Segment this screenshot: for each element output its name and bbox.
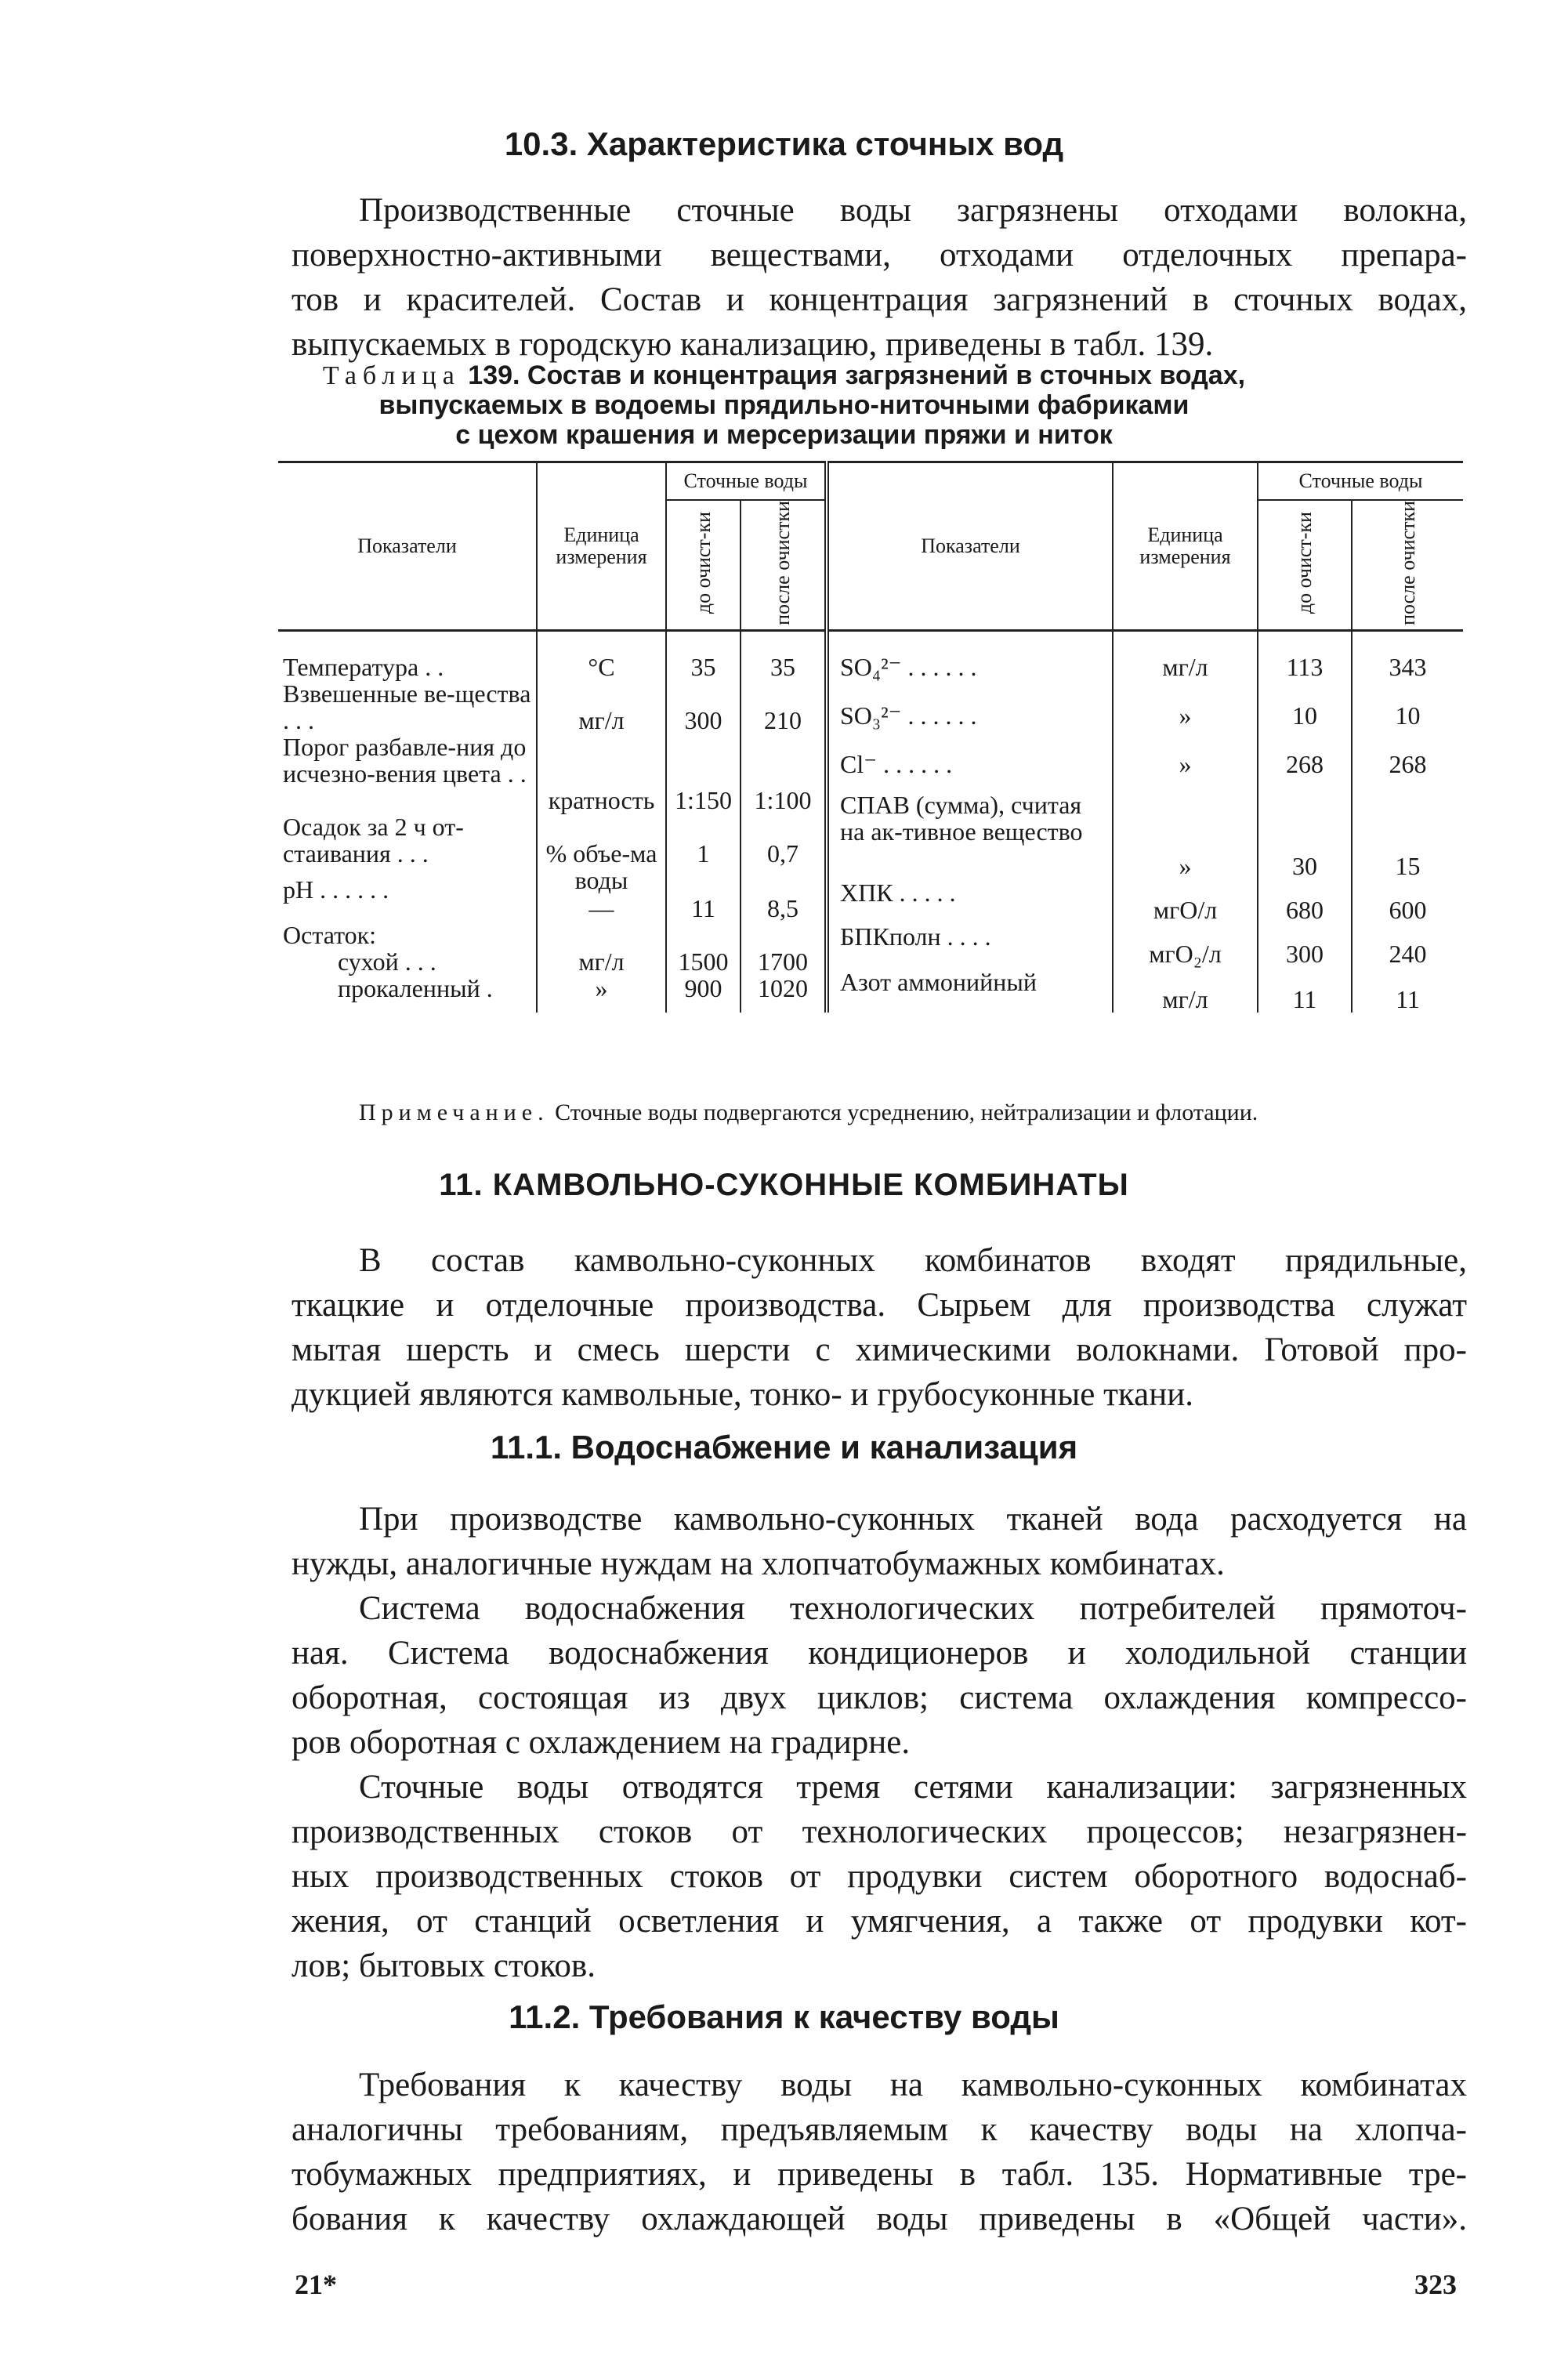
cell-unit: °С: [588, 653, 615, 682]
text-line: В состав камвольно-суконных комбинатов входят прядильные,: [359, 1242, 1467, 1279]
table-row: [278, 631, 1463, 1013]
cell-unit: »: [595, 974, 608, 1003]
cell-after: 1020: [758, 974, 808, 1003]
cell-before: 300: [1286, 940, 1324, 969]
cell-before: 11: [1292, 985, 1317, 1014]
row-label: Температура . .: [283, 653, 444, 682]
cell-after: 1700: [758, 947, 808, 976]
col-header-before: до очист-ки: [691, 511, 715, 614]
section-10-3-heading: 10.3. Характеристика сточных вод: [504, 125, 1064, 162]
row-label: Порог разбавле-ния до исчезно-вения цвета . .: [283, 733, 527, 788]
cell-before: 680: [1286, 896, 1324, 925]
cell-before: 900: [684, 974, 722, 1003]
table-caption-line: 139. Состав и концентрация загрязнений в сточных водах,: [468, 360, 1246, 390]
section-11-2-heading: 11.2. Требования к качеству воды: [509, 1998, 1059, 2035]
col-header-indicators: Показатели: [278, 462, 537, 631]
cell-before: 300: [684, 706, 722, 735]
row-label: Cl⁻ . . . . . .: [840, 750, 953, 779]
text-line: ных производственных стоков от продувки систем оборотного водоснаб-: [292, 1858, 1467, 1895]
col-header-unit: Единица измерения: [537, 462, 666, 631]
cell-before: 30: [1292, 852, 1317, 881]
row-label: БПКполн . . . .: [840, 922, 991, 951]
table-caption-line: с цехом крашения и мерсеризации пряжи и ниток: [455, 420, 1113, 450]
cell-unit: »: [1179, 852, 1192, 881]
text-line: нужды, аналогичные нуждам на хлопчатобумажных комбинатах.: [292, 1545, 1225, 1582]
text-line: Требования к качеству воды на камвольно-суконных комбинатах: [359, 2067, 1467, 2103]
table-note: [359, 1100, 1258, 1126]
text-line: оборотная, состоящая из двух циклов; система охлаждения компрессо-: [292, 1679, 1467, 1716]
table-139-caption: [0, 360, 1568, 391]
row-label: Азот аммонийный: [840, 968, 1037, 997]
text-line: лов; бытовых стоков.: [292, 1947, 596, 1984]
cell-after: 1:100: [754, 786, 812, 815]
cell-after: 10: [1395, 701, 1421, 730]
text-line: ров оборотная с охлаждением на градирне.: [292, 1724, 911, 1761]
col-header-unit: Единица измерения: [1113, 462, 1258, 631]
cell-before: 113: [1286, 653, 1324, 682]
text-line: бования к качеству охлаждающей воды приведены в «Общей части».: [292, 2201, 1467, 2237]
cell-unit: —: [588, 894, 614, 923]
cell-after: 268: [1389, 750, 1427, 779]
section-10-3-paragraph: [292, 188, 1467, 367]
text-line: производственных стоков от технологических процессов; незагрязнен-: [292, 1813, 1467, 1850]
cell-unit: »: [1179, 750, 1192, 779]
row-label: сухой . . .: [338, 947, 436, 976]
cell-after: 8,5: [767, 894, 798, 923]
col-header-after: после очистки: [1396, 500, 1419, 625]
table-139: [278, 461, 1463, 1013]
section-11-paragraph: [292, 1238, 1467, 1417]
cell-before: 1:150: [675, 786, 732, 815]
section-11-1-paragraph-3: [292, 1765, 1467, 1988]
text-line: дукцией являются камвольные, тонко- и грубосуконные ткани.: [292, 1376, 1194, 1413]
signature-mark: 21*: [295, 2269, 337, 2300]
col-header-wastewater: Сточные воды: [1258, 462, 1463, 500]
cell-before: 35: [690, 653, 716, 682]
cell-unit: кратность: [548, 786, 655, 815]
table-caption-label: Таблица: [322, 361, 461, 390]
cell-after: 11: [1396, 985, 1420, 1014]
section-11-heading: 11. КАМВОЛЬНО-СУКОННЫЕ КОМБИНАТЫ: [439, 1168, 1129, 1202]
row-label: СПАВ (сумма), считая на ак-тивное вещество: [840, 791, 1083, 846]
cell-after: 240: [1389, 940, 1427, 969]
note-label: Примечание.: [359, 1100, 549, 1125]
text-line: Производственные сточные воды загрязнены отходами волокна,: [359, 192, 1467, 229]
text-line: мытая шерсть и смесь шерсти с химическими волокнами. Готовой про-: [292, 1331, 1467, 1368]
section-11-1-paragraph-2: [292, 1586, 1467, 1765]
cell-unit: мгО/л: [1153, 896, 1218, 925]
text-line: аналогичны требованиям, предъявляемым к качеству воды на хлопча-: [292, 2111, 1467, 2148]
text-line: тобумажных предприятиях, и приведены в табл. 135. Нормативные тре-: [292, 2156, 1467, 2193]
note-text: Сточные воды подвергаются усреднению, нейтрализации и флотации.: [555, 1100, 1258, 1125]
cell-after: 210: [764, 706, 802, 735]
text-line: ная. Система водоснабжения кондиционеров и холодильной станции: [292, 1635, 1467, 1672]
cell-unit: мг/л: [578, 706, 625, 735]
cell-after: 343: [1389, 653, 1427, 682]
section-11-1-heading: 11.1. Водоснабжение и канализация: [490, 1429, 1078, 1465]
text-line: поверхностно-активными веществами, отходами отделочных препара-: [292, 237, 1467, 274]
cell-before: 268: [1286, 750, 1324, 779]
page-number: 323: [1414, 2269, 1457, 2300]
text-line: Сточные воды отводятся тремя сетями канализации: загрязненных: [359, 1769, 1467, 1806]
cell-before: 1500: [678, 947, 729, 976]
cell-unit: мг/л: [1162, 985, 1208, 1014]
row-label: Остаток:: [283, 921, 377, 950]
cell-after: 35: [770, 653, 795, 682]
cell-unit: мгO₂/л: [1149, 940, 1222, 969]
row-label: Осадок за 2 ч от-стаивания . . .: [283, 813, 464, 868]
row-label: SO₃²⁻ . . . . . .: [840, 701, 977, 730]
row-label: прокаленный .: [338, 974, 493, 1003]
cell-unit: мг/л: [1162, 653, 1208, 682]
cell-before: 11: [691, 894, 715, 923]
cell-unit: мг/л: [578, 947, 625, 976]
section-11-1-paragraph-1: [292, 1497, 1467, 1586]
col-header-after: после очистки: [771, 500, 794, 625]
col-header-indicators: Показатели: [827, 462, 1113, 631]
row-label: SO₄²⁻ . . . . . .: [840, 653, 977, 682]
cell-before: 10: [1292, 701, 1317, 730]
text-line: жения, от станций осветления и умягчения, а также от продувки кот-: [292, 1903, 1467, 1940]
row-label: pH . . . . . .: [283, 875, 389, 904]
text-line: При производстве камвольно-суконных тканей вода расходуется на: [359, 1501, 1467, 1538]
row-label: Взвешенные ве-щества . . .: [283, 679, 531, 735]
cell-after: 600: [1389, 896, 1427, 925]
text-line: Система водоснабжения технологических потребителей прямоточ-: [359, 1590, 1467, 1627]
cell-unit: % объе-ма воды: [545, 839, 657, 895]
cell-after: 0,7: [767, 839, 798, 868]
cell-unit: »: [1179, 701, 1192, 730]
cell-before: 1: [697, 839, 710, 868]
row-label: ХПК . . . . .: [840, 879, 956, 908]
table-caption-line: выпускаемых в водоемы прядильно-ниточными фабриками: [378, 390, 1190, 420]
text-line: выпускаемых в городскую канализацию, приведены в табл. 139.: [292, 326, 1214, 363]
col-header-before: до очист-ки: [1293, 511, 1316, 614]
section-11-2-paragraph: [292, 2063, 1467, 2241]
text-line: тов и красителей. Состав и концентрация загрязнений в сточных водах,: [292, 281, 1467, 318]
cell-after: 15: [1395, 852, 1421, 881]
text-line: ткацкие и отделочные производства. Сырьем для производства служат: [292, 1287, 1467, 1324]
col-header-wastewater: Сточные воды: [666, 462, 827, 500]
